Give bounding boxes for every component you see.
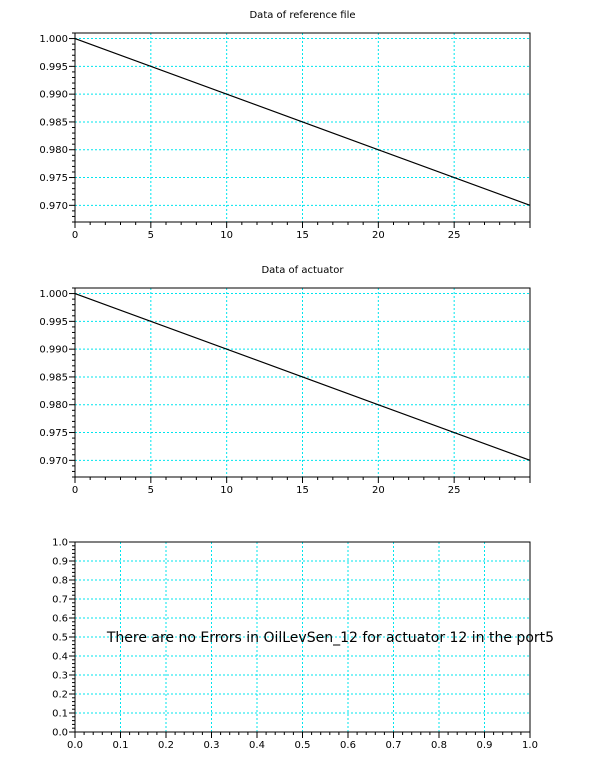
x-tick-label: 0.0 [67,740,83,751]
x-tick-label: 10 [220,230,234,241]
y-tick-label: 0.1 [52,708,68,720]
y-tick-label: 0.2 [52,689,68,701]
y-tick-label: 0.990 [39,344,68,356]
y-tick-label: 0.975 [39,173,68,185]
y-tick-label: 0.970 [39,200,68,212]
y-tick-label: 0.990 [39,89,68,101]
y-tick-label: 0.6 [52,613,68,625]
x-tick-label: 20 [371,485,385,496]
x-tick-label: 15 [296,230,309,241]
y-tick-label: 0.5 [52,632,68,644]
y-tick-label: 0.980 [39,145,68,157]
x-tick-label: 1.0 [522,740,538,751]
y-tick-label: 0.970 [39,455,68,467]
y-tick-label: 0.8 [52,575,68,587]
x-tick-label: 0 [71,230,79,241]
no-errors-message: There are no Errors in OilLevSen_12 for actuator 12 in the port5 [106,630,555,646]
y-tick-label: 0.985 [39,372,68,384]
x-tick-label: 15 [296,485,309,496]
x-tick-label: 0.5 [294,740,311,751]
x-tick-label: 0.6 [340,740,356,751]
chart-title: Data of reference file [249,10,356,21]
x-tick-label: 0.1 [112,740,129,751]
x-tick-label: 0.3 [203,740,220,751]
x-tick-label: 0.2 [158,740,174,751]
x-tick-label: 0 [71,485,79,496]
y-tick-label: 0.4 [52,651,68,663]
y-tick-label: 0.0 [52,727,68,739]
x-tick-label: 25 [447,230,461,241]
x-tick-label: 0.4 [249,740,265,751]
y-tick-label: 0.7 [52,594,68,606]
y-tick-label: 1.000 [39,34,68,46]
y-tick-label: 0.995 [39,316,68,328]
x-tick-label: 25 [447,485,461,496]
x-tick-label: 0.7 [385,740,402,751]
y-tick-label: 0.995 [39,61,68,73]
y-tick-label: 0.9 [52,556,68,568]
x-tick-label: 5 [147,485,155,496]
y-tick-label: 1.000 [39,289,68,301]
y-tick-label: 0.985 [39,117,68,129]
chart-title: Data of actuator [261,265,344,276]
y-tick-label: 0.980 [39,400,68,412]
y-tick-label: 1.0 [52,537,68,549]
y-tick-label: 0.975 [39,428,68,440]
x-tick-label: 5 [147,230,155,241]
x-tick-label: 0.9 [476,740,493,751]
x-tick-label: 20 [371,230,385,241]
x-tick-label: 10 [220,485,234,496]
x-tick-label: 0.8 [431,740,447,751]
y-tick-label: 0.3 [52,670,68,682]
